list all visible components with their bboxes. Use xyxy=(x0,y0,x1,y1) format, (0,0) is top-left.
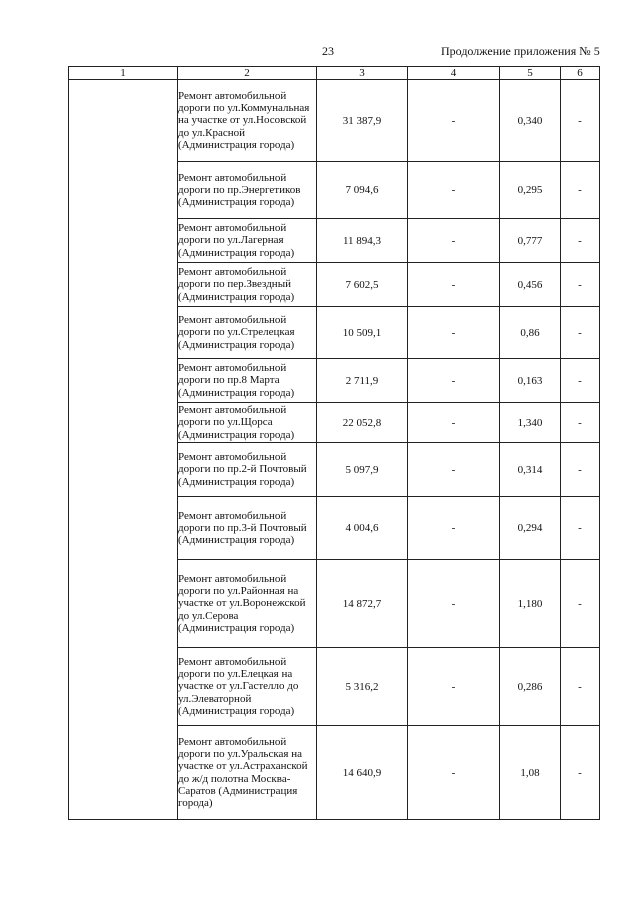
page-number: 23 xyxy=(322,44,334,58)
column-header: 2 xyxy=(178,67,317,80)
length-cell: 0,294 xyxy=(500,497,561,560)
cost-cell: 11 894,3 xyxy=(317,219,408,263)
col4-cell: - xyxy=(408,560,500,648)
road-repair-name: Ремонт автомобильной дороги по пр.2-й Почтовый (Администрация города) xyxy=(178,443,317,497)
col6-cell: - xyxy=(561,443,600,497)
cost-cell: 5 316,2 xyxy=(317,648,408,726)
road-repair-name: Ремонт автомобильной дороги по ул.Елецкая на участке от ул.Гастелло до ул.Элеваторной (Администрация города) xyxy=(178,648,317,726)
col4-cell: - xyxy=(408,726,500,820)
cost-cell: 31 387,9 xyxy=(317,80,408,162)
cost-cell: 10 509,1 xyxy=(317,307,408,359)
length-cell: 0,295 xyxy=(500,162,561,219)
col6-cell: - xyxy=(561,219,600,263)
road-repair-name: Ремонт автомобильной дороги по пр.8 Марта (Администрация города) xyxy=(178,359,317,403)
column-header: 5 xyxy=(500,67,561,80)
col4-cell: - xyxy=(408,443,500,497)
table-row xyxy=(69,80,600,162)
road-repair-name: Ремонт автомобильной дороги по ул.Районная на участке от ул.Воронежской до ул.Серова (Администрация города) xyxy=(178,560,317,648)
road-repair-name: Ремонт автомобильной дороги по пр.Энергетиков (Администрация города) xyxy=(178,162,317,219)
cost-cell: 7 094,6 xyxy=(317,162,408,219)
col6-cell: - xyxy=(561,497,600,560)
length-cell: 0,286 xyxy=(500,648,561,726)
col4-cell: - xyxy=(408,80,500,162)
road-repair-name: Ремонт автомобильной дороги по ул.Стрелецкая (Администрация города) xyxy=(178,307,317,359)
length-cell: 1,340 xyxy=(500,403,561,443)
road-repair-name: Ремонт автомобильной дороги по ул.Уральская на участке от ул.Астраханской до ж/д полотна Москва-Саратов (Администрация города) xyxy=(178,726,317,820)
col6-cell: - xyxy=(561,80,600,162)
length-cell: 0,163 xyxy=(500,359,561,403)
col4-cell: - xyxy=(408,219,500,263)
col6-cell: - xyxy=(561,162,600,219)
col4-cell: - xyxy=(408,403,500,443)
road-repair-name: Ремонт автомобильной дороги по ул.Коммунальная на участке от ул.Носовской до ул.Красной (Администрация города) xyxy=(178,80,317,162)
column-header: 6 xyxy=(561,67,600,80)
col6-cell: - xyxy=(561,263,600,307)
projects-table xyxy=(68,66,600,820)
road-repair-name: Ремонт автомобильной дороги по пр.3-й Почтовый (Администрация города) xyxy=(178,497,317,560)
cost-cell: 5 097,9 xyxy=(317,443,408,497)
column-header: 1 xyxy=(69,67,178,80)
column-number-row xyxy=(69,67,600,80)
cost-cell: 14 872,7 xyxy=(317,560,408,648)
road-repair-name: Ремонт автомобильной дороги по пер.Звездный (Администрация города) xyxy=(178,263,317,307)
length-cell: 0,86 xyxy=(500,307,561,359)
col4-cell: - xyxy=(408,263,500,307)
cost-cell: 4 004,6 xyxy=(317,497,408,560)
length-cell: 0,340 xyxy=(500,80,561,162)
col4-cell: - xyxy=(408,307,500,359)
col6-cell: - xyxy=(561,403,600,443)
cost-cell: 22 052,8 xyxy=(317,403,408,443)
cost-cell: 2 711,9 xyxy=(317,359,408,403)
length-cell: 0,456 xyxy=(500,263,561,307)
cost-cell: 14 640,9 xyxy=(317,726,408,820)
length-cell: 0,777 xyxy=(500,219,561,263)
col6-cell: - xyxy=(561,359,600,403)
length-cell: 1,180 xyxy=(500,560,561,648)
col4-cell: - xyxy=(408,162,500,219)
col4-cell: - xyxy=(408,359,500,403)
continuation-note: Продолжение приложения № 5 xyxy=(441,44,600,58)
col4-cell: - xyxy=(408,497,500,560)
cost-cell: 7 602,5 xyxy=(317,263,408,307)
col6-cell: - xyxy=(561,560,600,648)
length-cell: 1,08 xyxy=(500,726,561,820)
road-repair-name: Ремонт автомобильной дороги по ул.Лагерная (Администрация города) xyxy=(178,219,317,263)
road-repair-name: Ремонт автомобильной дороги по ул.Щорса (Администрация города) xyxy=(178,403,317,443)
length-cell: 0,314 xyxy=(500,443,561,497)
column-header: 4 xyxy=(408,67,500,80)
column-header: 3 xyxy=(317,67,408,80)
empty-cell xyxy=(69,80,178,820)
col6-cell: - xyxy=(561,726,600,820)
col6-cell: - xyxy=(561,307,600,359)
col6-cell: - xyxy=(561,648,600,726)
col4-cell: - xyxy=(408,648,500,726)
